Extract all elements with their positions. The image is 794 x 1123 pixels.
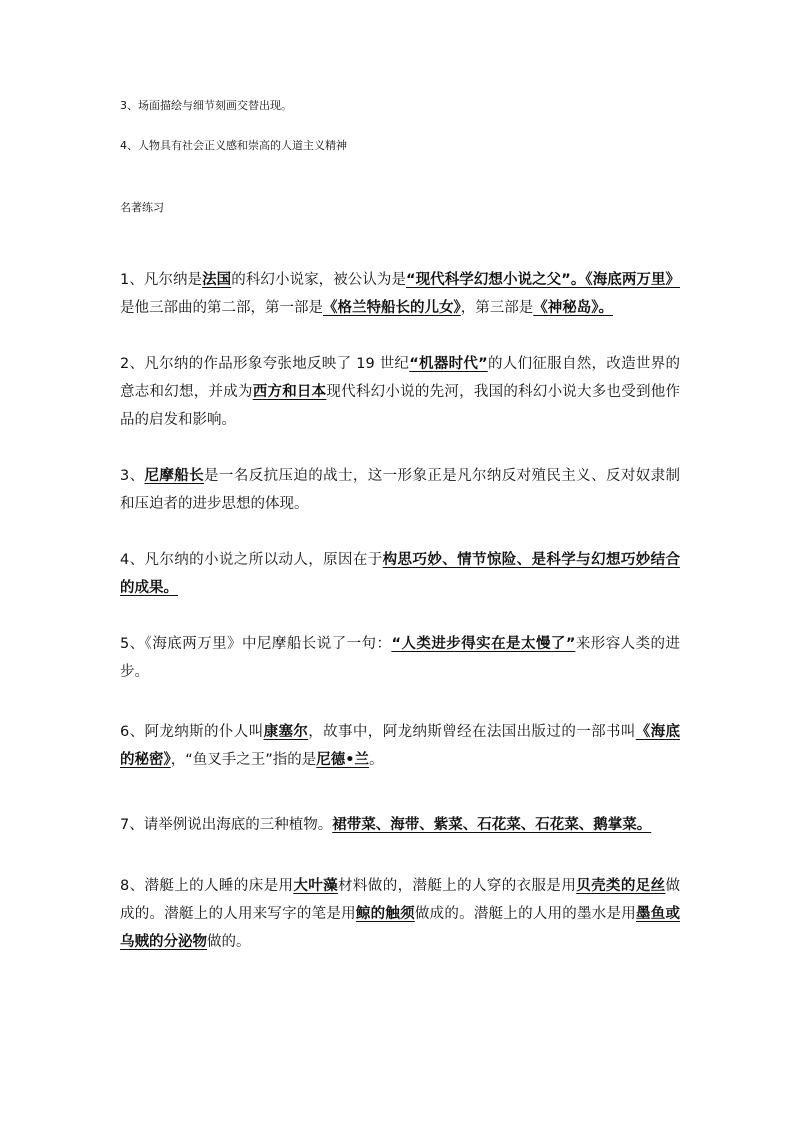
q2-text-1: 2、凡尔纳的作品形象夸张地反映了 19 世纪 — [120, 356, 410, 372]
q2-answer-1: “机器时代” — [409, 356, 488, 372]
q8-text-3: 做成的。潜艇上的人用来写字的笔是用 — [120, 878, 681, 922]
question-1 — [120, 266, 680, 322]
q8-answer-3: 鲸的触须 — [355, 906, 415, 922]
q6-answer-2: 《海底的秘密》 — [120, 724, 681, 768]
question-4 — [120, 546, 680, 602]
q8-text-5: 做的。 — [207, 934, 251, 950]
q7-answer-1: 裙带菜、海带、紫菜、石花菜、石花菜、鹅掌菜。 — [332, 817, 652, 833]
q5-answer-1: “人类进步得实在是太慢了” — [391, 636, 576, 652]
q8-text-1: 8、潜艇上的人睡的床是用 — [120, 878, 294, 894]
question-5 — [120, 630, 680, 686]
q3-answer-1: 尼摩船长 — [144, 468, 205, 484]
question-6 — [120, 718, 680, 774]
q3-text-2: 是一名反抗压迫的战士，这一形象正是凡尔纳反对殖民主义、反对奴隶制和压迫者的进步思想的体现。 — [120, 468, 680, 512]
q7-text-1: 7、请举例说出海底的三种植物。 — [120, 817, 333, 833]
q1-answer-4: 《神秘岛》。 — [533, 300, 613, 316]
q6-text-1: 6、阿龙纳斯的仆人叫 — [120, 724, 264, 740]
q1-text-3: 是他三部曲的第二部，第一部是 — [120, 300, 323, 316]
q6-answer-3: 尼德•兰 — [316, 752, 370, 768]
q2-text-2: 的人们征服自然，改造世界的意志和幻想，并成为 — [120, 356, 680, 400]
q1-answer-1: 法国 — [202, 272, 232, 288]
q8-text-4: 做成的。潜艇上的人用的墨水是用 — [414, 906, 637, 922]
q6-answer-1: 康塞尔 — [263, 724, 309, 740]
q8-answer-4: 墨鱼或乌贼的分泌物 — [120, 906, 681, 950]
question-7 — [120, 811, 680, 839]
q5-text-2: 来形容人类的进步。 — [120, 636, 680, 680]
q1-text-4: ，第三部是 — [460, 300, 534, 316]
q3-text-1: 3、 — [120, 468, 145, 484]
q6-text-4: 。 — [369, 752, 384, 768]
q5-text-1: 5、《海底两万里》中尼摩船长说了一句： — [120, 636, 392, 652]
q1-answer-2: “现代科学幻想小说之父”。《海底两万里》 — [406, 272, 681, 288]
q6-text-3: ，“鱼叉手之王”指的是 — [170, 752, 317, 768]
q8-text-2: 材料做的，潜艇上的人穿的衣服是用 — [338, 878, 577, 894]
q6-text-2: ，故事中，阿龙纳斯曾经在法国出版过的一部书叫 — [308, 724, 636, 740]
q4-text-1: 4、凡尔纳的小说之所以动人，原因在于 — [120, 552, 383, 568]
question-8 — [120, 872, 680, 956]
question-3 — [120, 462, 680, 518]
q1-text-2: 的科幻小说家，被公认为是 — [231, 272, 407, 288]
note-4: 4、人物具有社会正义感和崇高的人道主义精神 — [120, 139, 347, 152]
q8-answer-1: 大叶藻 — [293, 878, 339, 894]
q1-answer-3: 《格兰特船长的儿女》 — [323, 300, 461, 316]
q4-answer-1: 构思巧妙、情节惊险、是科学与幻想巧妙结合的成果。 — [120, 552, 680, 596]
q8-answer-2: 贝壳类的足丝 — [576, 878, 666, 894]
note-3: 3、场面描绘与细节刻画交替出现。 — [120, 99, 292, 112]
q1-text-1: 1、凡尔纳是 — [120, 272, 203, 288]
q2-text-3: 现代科幻小说的先河，我国的科幻小说大多也受到他作品的启发和影响。 — [120, 384, 681, 428]
question-2 — [120, 350, 680, 434]
section-title: 名著练习 — [120, 201, 164, 214]
q2-answer-2: 西方和日本 — [252, 384, 327, 400]
